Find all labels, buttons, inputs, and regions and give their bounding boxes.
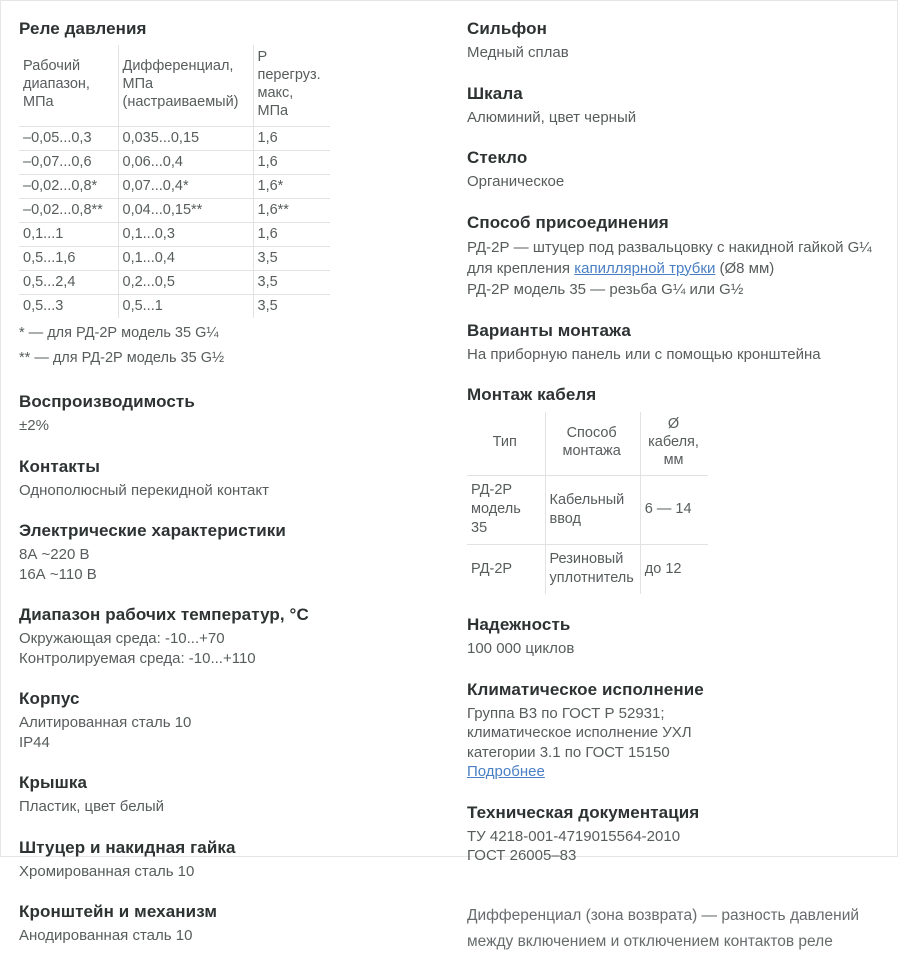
more-details-link[interactable]: Подробнее: [467, 763, 545, 780]
table-cell: 0,07...0,4*: [118, 175, 253, 199]
section-reproducibility: [19, 390, 467, 436]
section-temperature-range: [19, 603, 467, 668]
table-row: [19, 247, 330, 271]
section-title: Варианты монтажа: [467, 320, 631, 340]
section-line: Алитированная сталь 10: [19, 714, 192, 731]
table-cell: 1,6*: [253, 175, 330, 199]
section-contacts: [19, 455, 467, 501]
section-title: Воспроизводимость: [19, 392, 195, 411]
section-bracket-mechanism: [19, 900, 467, 946]
section-line: IP44: [19, 733, 50, 751]
section-cable-mounting: [467, 383, 879, 594]
section-line: Контролируемая среда: -10...+110: [19, 649, 256, 667]
section-title-pressure-relay: Реле давления: [19, 19, 147, 38]
right-column: [467, 14, 879, 955]
section-title: Стекло: [467, 148, 528, 167]
section-line: Однополюсный перекидной контакт: [19, 481, 269, 499]
table-row: [19, 271, 330, 295]
section-title: Шкала: [467, 83, 523, 103]
section-title: Климатическое исполнение: [467, 679, 704, 699]
section-climatic: [467, 678, 879, 782]
table-cell: Резиновый уплотнитель: [545, 545, 640, 595]
section-line: 100 000 циклов: [467, 640, 575, 657]
column-header: Р перегруз. макс, МПа: [253, 45, 330, 127]
section-line: Группа В3 по ГОСТ Р 52931;: [467, 704, 665, 722]
connection-text-before: РД-2Р — штуцер под развальцовку с накидной гайкой G¼ для крепления: [467, 238, 872, 277]
section-title: Надежность: [467, 615, 571, 634]
table-cell: –0,02...0,8*: [19, 175, 118, 199]
section-title: Контакты: [19, 456, 100, 476]
section-cover: [19, 771, 467, 817]
table-cell: 0,06...0,4: [118, 151, 253, 175]
section-electrical: [19, 519, 467, 584]
cable-table: [467, 412, 708, 594]
column-header: Ø кабеля, мм: [640, 412, 708, 476]
table-cell: до 12: [644, 560, 682, 577]
table-footnotes: [19, 321, 467, 371]
table-cell: Кабельный ввод: [545, 476, 640, 545]
table-cell: 1,6**: [253, 199, 330, 223]
section-line: ГОСТ 26005–83: [467, 847, 577, 864]
section-title: Способ присоединения: [467, 212, 669, 232]
table-header-row: [19, 45, 330, 127]
table-row: [19, 175, 330, 199]
connection-line2: РД-2Р модель 35 — резьба G¼ или G½: [467, 280, 744, 298]
section-title: Электрические характеристики: [19, 521, 286, 540]
spec-page: [1, 1, 897, 955]
table-cell: 0,1...1: [19, 223, 118, 247]
table-row: [19, 151, 330, 175]
section-glass: [467, 146, 879, 192]
section-reliability: [467, 613, 879, 659]
section-line: ТУ 4218-001-4719015564-2010: [467, 827, 681, 845]
section-technical-docs: [467, 801, 879, 866]
section-bellows: [467, 17, 879, 63]
table-cell: 0,1...0,3: [118, 223, 253, 247]
table-cell: 0,04...0,15**: [118, 199, 253, 223]
table-row: [19, 295, 330, 319]
table-cell: 0,5...2,4: [19, 271, 118, 295]
table-cell: 1,6: [253, 151, 330, 175]
section-line: На приборную панель или с помощью кронштейна: [467, 345, 821, 363]
table-cell: –0,07...0,6: [19, 151, 118, 175]
section-line: Медный сплав: [467, 44, 569, 61]
section-title: Монтаж кабеля: [467, 385, 597, 404]
table-cell: –0,02...0,8**: [19, 199, 118, 223]
section-mounting-options: [467, 319, 879, 365]
section-line: Анодированная сталь 10: [19, 927, 193, 944]
section-line: Пластик, цвет белый: [19, 798, 164, 815]
connection-paragraph: [467, 237, 879, 279]
table-cell: 3,5: [253, 271, 330, 295]
table-cell: 3,5: [253, 247, 330, 271]
section-line: 8А ~220 В: [19, 546, 90, 563]
table-header-row: [467, 412, 708, 476]
section-title: Техническая документация: [467, 802, 700, 822]
differential-definition-note: Дифференциал (зона возврата) — разность давлений между включением и отключением контактов реле: [467, 906, 860, 950]
section-fitting-nut: [19, 836, 467, 882]
footnote: ** — для РД-2Р модель 35 G½: [19, 350, 225, 366]
footnote: * — для РД-2Р модель 35 G¼: [19, 325, 219, 341]
section-line: климатическое исполнение УХЛ: [467, 724, 692, 741]
section-line: ±2%: [19, 417, 49, 434]
section-line: категории 3.1 по ГОСТ 15150: [467, 743, 670, 761]
table-cell: 0,5...3: [19, 295, 118, 319]
table-cell: 1,6: [253, 127, 330, 151]
table-cell: 0,035...0,15: [118, 127, 253, 151]
section-title: Штуцер и накидная гайка: [19, 837, 236, 857]
table-row: [19, 199, 330, 223]
capillary-tube-link[interactable]: капиллярной трубки: [574, 259, 716, 277]
column-header: Тип: [467, 412, 545, 476]
section-line: Окружающая среда: -10...+70: [19, 630, 225, 647]
left-column: [19, 14, 467, 955]
connection-text-after: (Ø8 мм): [715, 259, 775, 277]
table-cell: 0,1...0,4: [118, 247, 253, 271]
table-cell: 0,5...1: [118, 295, 253, 319]
column-header: Дифференциал, МПа (настраиваемый): [118, 45, 253, 127]
table-cell: 0,2...0,5: [118, 271, 253, 295]
column-header: Рабочий диапазон, МПа: [19, 45, 118, 127]
section-title: Крышка: [19, 773, 88, 792]
table-cell: РД-2Р модель 35: [467, 476, 545, 545]
table-row: [467, 476, 708, 545]
section-scale: [467, 82, 879, 128]
pressure-table: [19, 45, 330, 318]
column-header: Способ монтажа: [545, 412, 640, 476]
table-cell: 3,5: [257, 298, 278, 314]
section-line: Органическое: [467, 173, 565, 190]
section-title: Корпус: [19, 689, 80, 708]
table-cell: 1,6: [253, 223, 330, 247]
section-connection-method: [467, 211, 879, 300]
table-cell: 6 — 14: [640, 476, 708, 545]
section-line: 16А ~110 В: [19, 565, 97, 583]
section-line: Алюминий, цвет черный: [467, 108, 637, 126]
section-title: Сильфон: [467, 19, 547, 38]
section-title: Кронштейн и механизм: [19, 902, 218, 921]
section-line: Хромированная сталь 10: [19, 862, 195, 880]
table-row: [467, 545, 708, 595]
section-housing: [19, 687, 467, 752]
table-row: [19, 127, 330, 151]
section-title: Диапазон рабочих температур, °С: [19, 605, 309, 624]
table-cell: 0,5...1,6: [19, 247, 118, 271]
table-cell: –0,05...0,3: [19, 127, 118, 151]
table-row: [19, 223, 330, 247]
table-cell: РД-2Р: [467, 545, 545, 595]
